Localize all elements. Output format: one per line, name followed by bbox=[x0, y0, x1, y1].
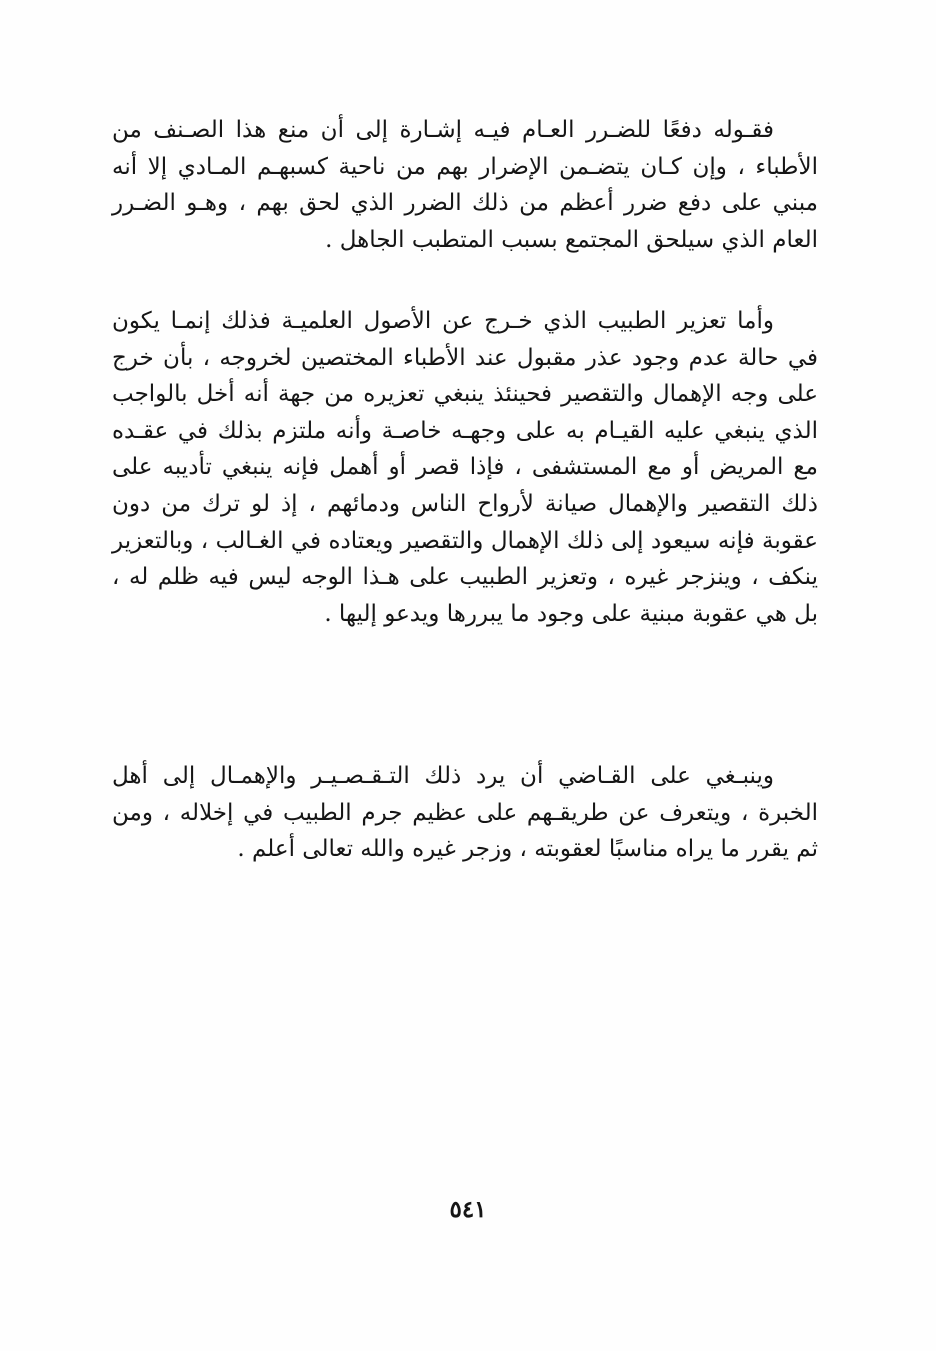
paragraph-block-3 bbox=[112, 758, 818, 868]
paragraph: وينبـغي على القـاضي أن يرد ذلك التـقـصـيـر والإهمـال إلى أهل الخبرة ، ويتعرف عن طريقـهم على عظيم جرم الطبيب في إخلاله ، ومن ثم يقرر ما يراه مناسبًا لعقوبته ، وزجر غيره والله تعالى أعلم . bbox=[112, 763, 818, 863]
paragraph: وأما تعزير الطبيب الذي خـرج عن الأصول العلميـة فذلك إنمـا يكون في حالة عدم وجود عذر مقبول عند الأطباء المختصين لخروجه ، بأن خرج على وجه الإهمال والتقصير فحينئذ ينبغي تعزيره من جهة أنه أخل بالواجب الذي ينبغي عليه القيـام به على وجهـه خاصـة وأنه ملتزم بذلك في عقـده مع المريض أو مع المستشفى ، فإذا قصر أو أهمل فإنه ينبغي تأديبه على ذلك التقصير والإهمال صيانة لأرواح الناس ودمائهم ، إذ لو ترك من دون عقوبة فإنه سيعود إلى ذلك الإهمال والتقصير ويعتاده في الغـالب ، وبالتعزير ينكف ، وينزجر غيره ، وتعزير الطبيب على هـذا الوجه ليس فيه ظلم له ، بل هي عقوبة مبنية على وجود ما يبررها ويدعو إليها . bbox=[112, 308, 818, 627]
paragraph: فقـوله دفعًا للضـرر العـام فيـه إشـارة إلى أن منع هذا الصـنف من الأطباء ، وإن كـان يتضـمن الإضرار بهم من ناحية كسبهـم المـادي إلا أنه مبني على دفع ضرر أعظم من ذلك الضرر الذي لحق بهم ، وهـو الضـرر العام الذي سيلحق المجتمع بسبب المتطبب الجاهل . bbox=[112, 117, 818, 253]
paragraph-block-2 bbox=[112, 303, 818, 632]
page-number: ٥٤١ bbox=[449, 1196, 487, 1223]
paragraph-block-1 bbox=[112, 112, 818, 258]
